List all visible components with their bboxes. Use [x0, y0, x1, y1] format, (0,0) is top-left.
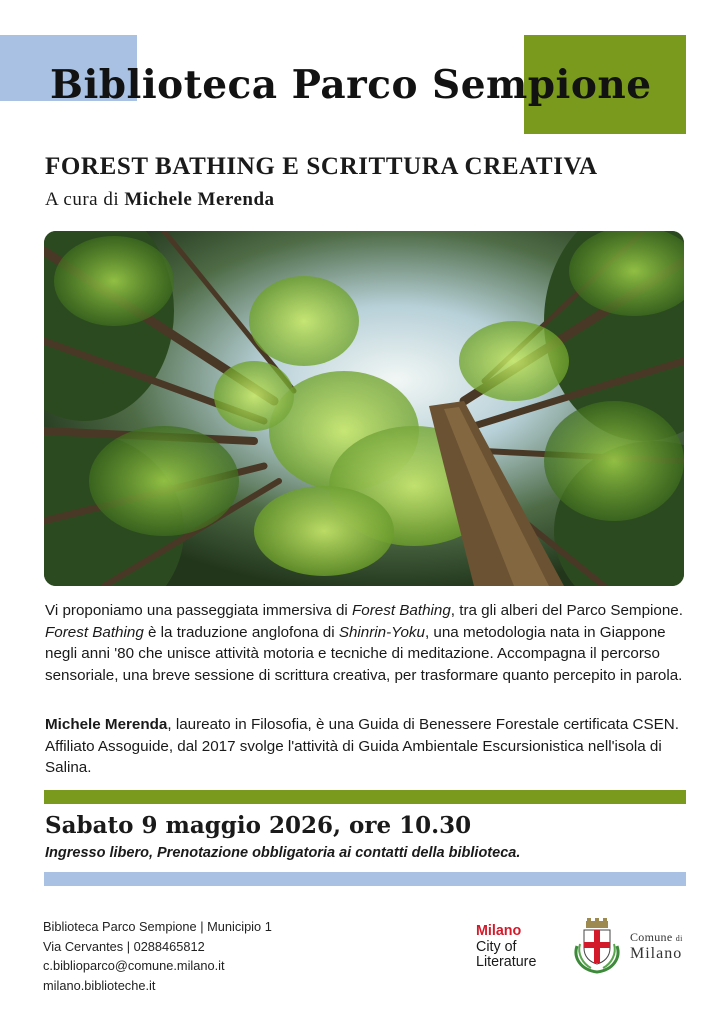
event-description: Vi proponiamo una passeggiata immersiva di Forest Bathing, tra gli alberi del Parco Sempione. Forest Bathing è la traduzione anglofona di Shinrin-Yoku, una metodologia nata in Giappone negli anni '80 che unisce attività motoria e tecniche di meditazione. Accompagna il percorso sensoriale, una breve sessione di scrittura creativa, per trasformare quanto percepito in parola.: [45, 602, 683, 684]
library-contacts: [43, 917, 272, 995]
curator-line: [45, 189, 275, 211]
event-title: FOREST BATHING E SCRITTURA CREATIVA: [45, 153, 598, 180]
bio-name: Michele Merenda: [45, 716, 168, 733]
milano-city-of-literature-logo: Milano City of Literature: [476, 923, 537, 970]
contact-email[interactable]: c.biblioparco@comune.milano.it: [43, 958, 225, 973]
contact-line: Via Cervantes | 0288465812: [43, 938, 205, 954]
divider-blue: [44, 872, 686, 886]
divider-green: [44, 790, 686, 804]
contact-website[interactable]: milano.biblioteche.it: [43, 977, 156, 993]
event-date: Sabato 9 maggio 2026, ore 10.30: [45, 812, 472, 839]
contact-line: Biblioteca Parco Sempione | Municipio 1: [43, 919, 272, 934]
comune-di-milano-logo: Comune di Milano: [630, 930, 683, 962]
curator-bio: Michele Merenda, laureato in Filosofia, è una Guida di Benessere Forestale certificata CSEN. Affiliato Assoguide, dal 2017 svolge l'attività di Guida Ambientale Escursionistica nell'isola di Salina.: [45, 716, 679, 776]
page-title: Biblioteca Parco Sempione: [50, 62, 652, 108]
comune-crest-icon: [571, 918, 623, 974]
entry-note: Ingresso libero, Prenotazione obbligatoria ai contatti della biblioteca.: [45, 845, 521, 861]
forest-canopy-photo: [44, 231, 684, 586]
curator-name: Michele Merenda: [124, 189, 275, 210]
curator-prefix: A cura di: [45, 189, 120, 210]
